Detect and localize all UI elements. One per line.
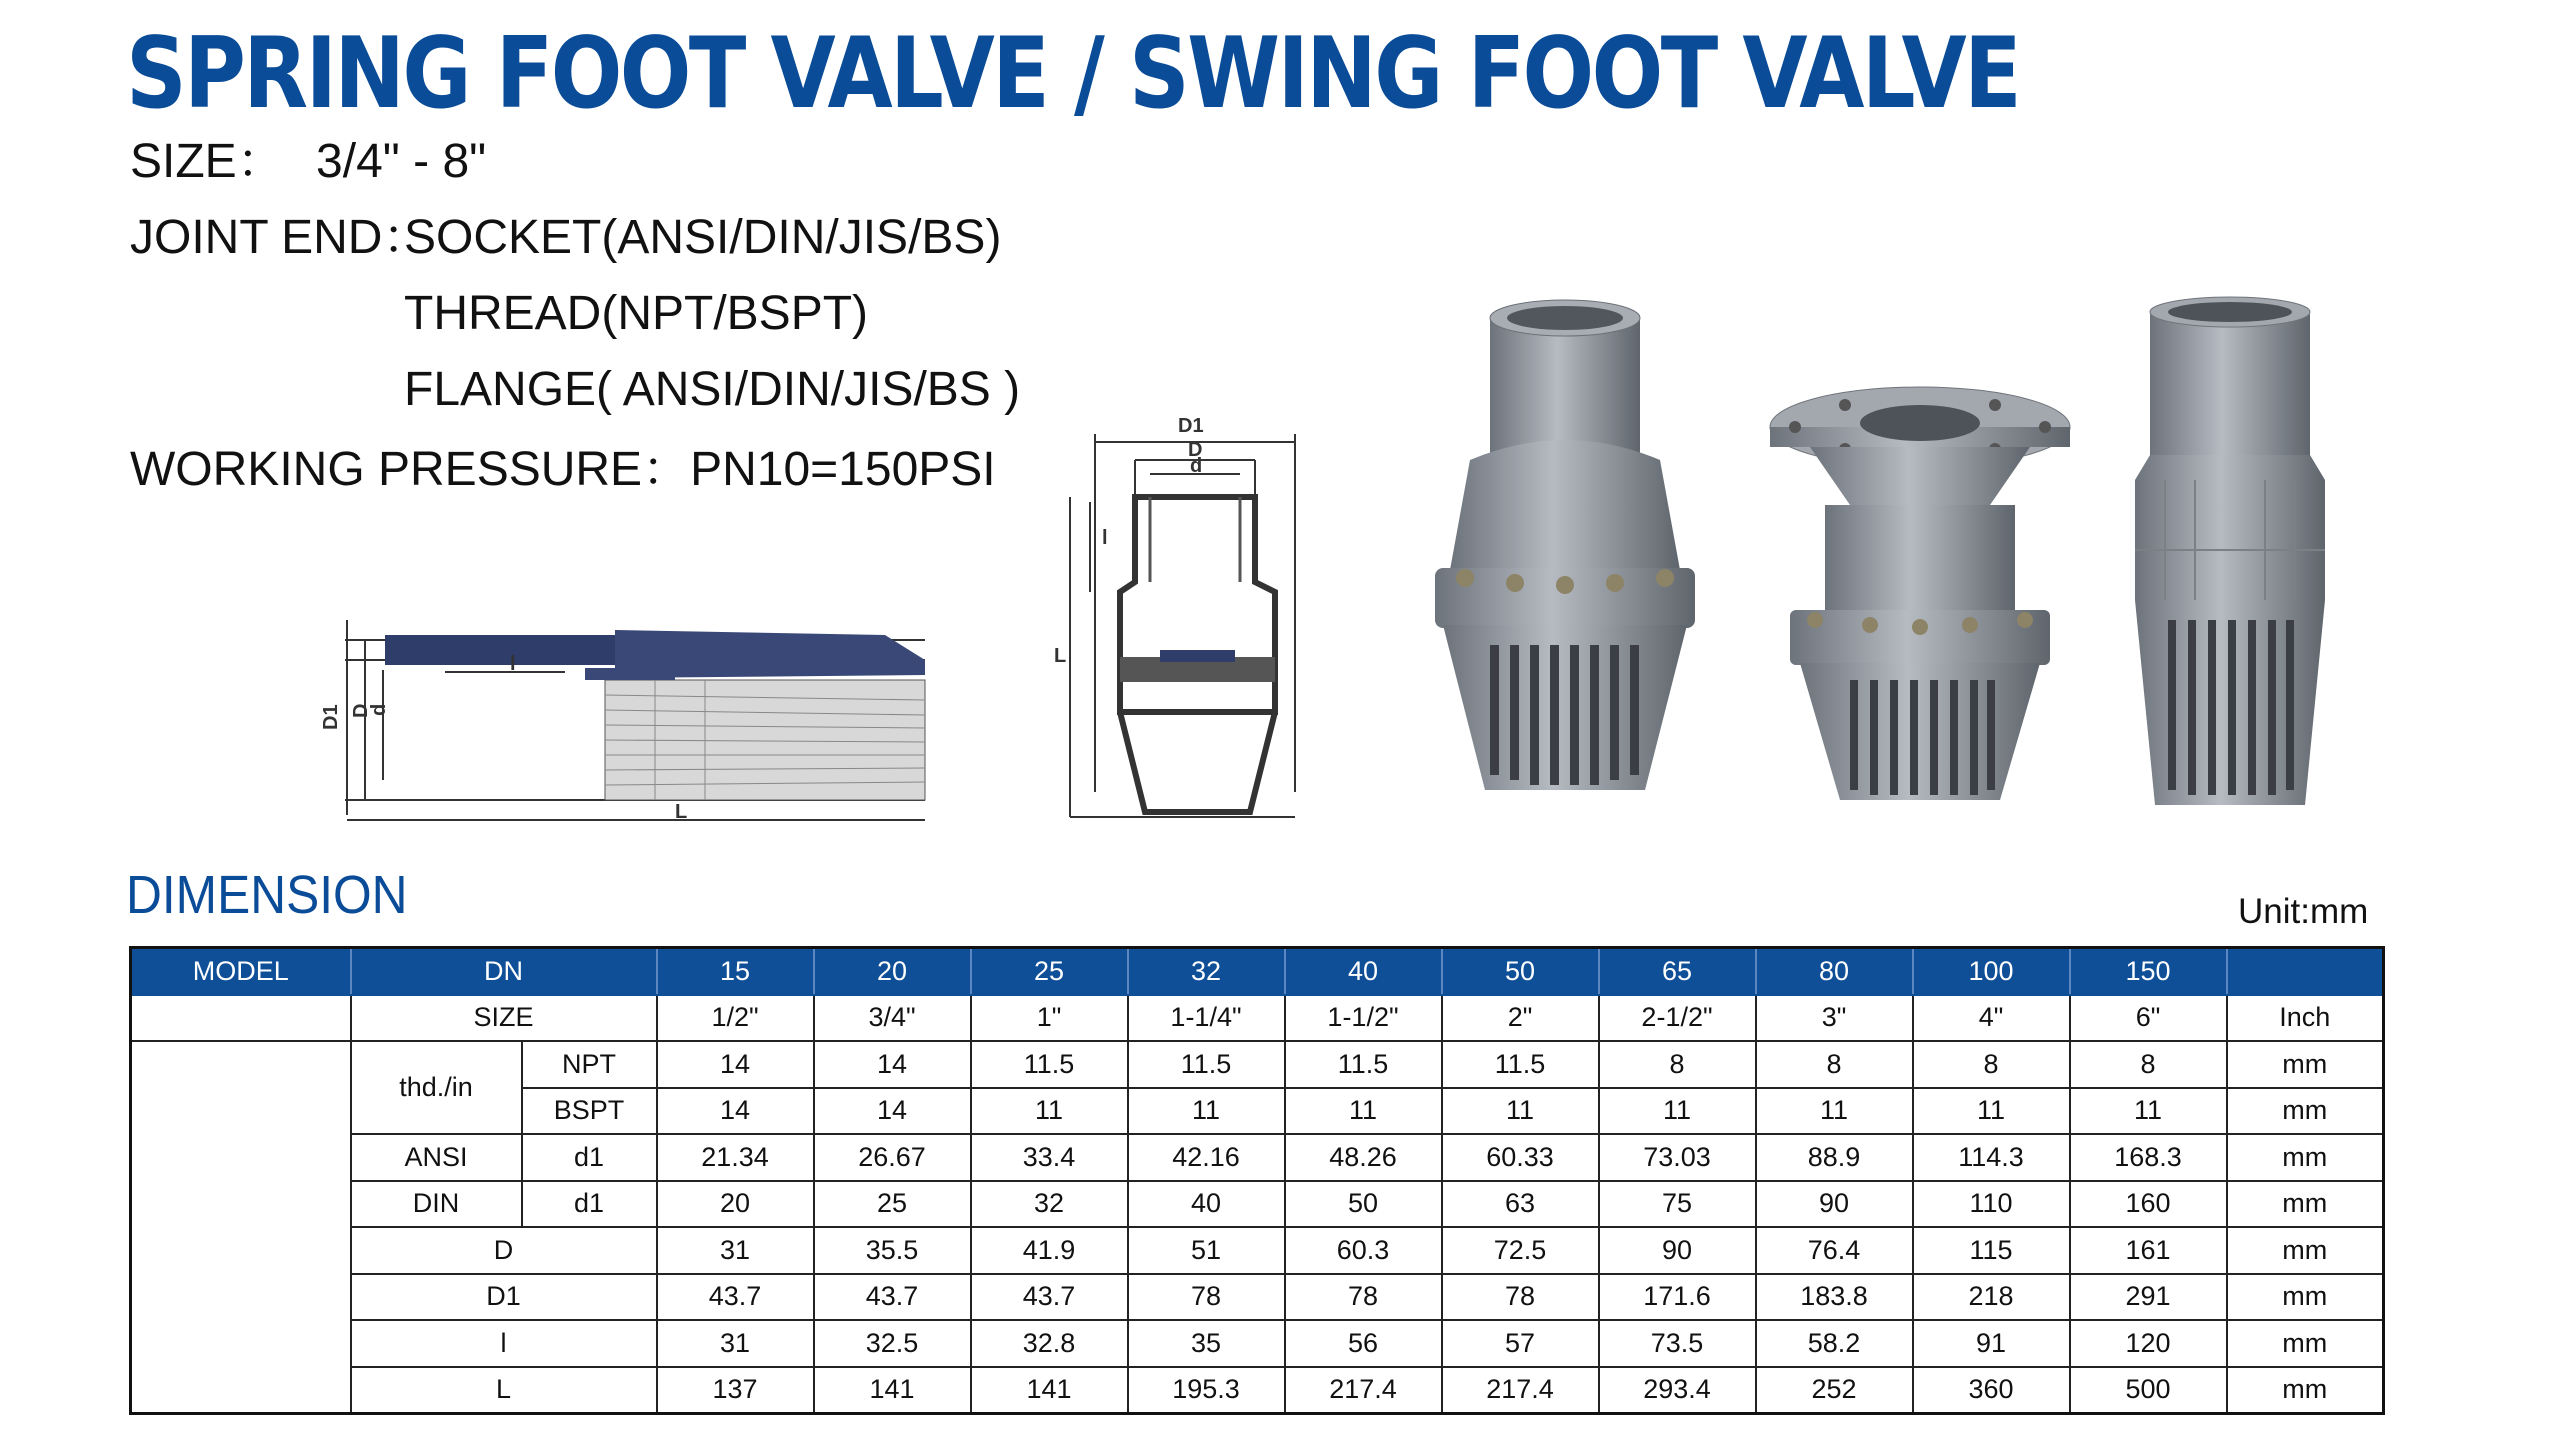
l-cell: 56 (1285, 1320, 1442, 1367)
din-cell: 32 (971, 1181, 1128, 1228)
npt-cell: 8 (1599, 1041, 1756, 1088)
l-cell: 31 (657, 1320, 814, 1367)
table-header-row (131, 948, 2384, 995)
size-cell: 3" (1756, 995, 1913, 1042)
l-cell: 120 (2070, 1320, 2227, 1367)
header-model: MODEL (131, 948, 351, 995)
page-title: SPRING FOOT VALVE / SWING FOOT VALVE (126, 17, 2020, 131)
unit-cell: mm (2227, 1041, 2384, 1088)
L-cell: 217.4 (1285, 1367, 1442, 1414)
dn-cell: 32 (1128, 948, 1285, 995)
npt-cell: 8 (2070, 1041, 2227, 1088)
front-section-drawing (1050, 412, 1310, 832)
mid-label-d1: D1 (1178, 415, 1204, 437)
working-pressure (130, 440, 996, 500)
mid-label-dd: d (1190, 455, 1203, 477)
l-cell: 32.8 (971, 1320, 1128, 1367)
l-cell: 57 (1442, 1320, 1599, 1367)
unit-cell: mm (2227, 1088, 2384, 1135)
row-sub-din-d1: d1 (522, 1181, 657, 1228)
D-cell: 35.5 (814, 1227, 971, 1274)
size-label: SIZE： (130, 135, 285, 188)
unit-cell: mm (2227, 1274, 2384, 1321)
row-sub-bspt: BSPT (522, 1088, 657, 1135)
table-row-size (131, 995, 2384, 1042)
size-spec (130, 132, 486, 192)
npt-cell: 11.5 (1285, 1041, 1442, 1088)
row-label-l: l (351, 1320, 657, 1367)
bspt-cell: 14 (657, 1088, 814, 1135)
l-cell: 32.5 (814, 1320, 971, 1367)
ansi-cell: 42.16 (1128, 1134, 1285, 1181)
dn-cell: 50 (1442, 948, 1599, 995)
l-cell: 91 (1913, 1320, 2070, 1367)
mid-label-d: D (1188, 439, 1203, 461)
bspt-cell: 14 (814, 1088, 971, 1135)
npt-cell: 8 (1913, 1041, 2070, 1088)
dimension-table (129, 946, 2385, 1415)
unit-cell: mm (2227, 1227, 2384, 1274)
L-cell: 360 (1913, 1367, 2070, 1414)
D1-cell: 78 (1285, 1274, 1442, 1321)
joint-socket: SOCKET(ANSI/DIN/JIS/BS) (404, 211, 1002, 264)
bspt-cell: 11 (1128, 1088, 1285, 1135)
size-cell: 1-1/2" (1285, 995, 1442, 1042)
size-cell: 1" (971, 995, 1128, 1042)
slim-foot-valve-image (2120, 300, 2340, 820)
din-cell: 110 (1913, 1181, 2070, 1228)
l-cell: 35 (1128, 1320, 1285, 1367)
joint-thread: THREAD(NPT/BSPT) (404, 287, 869, 340)
row-label-L: L (351, 1367, 657, 1414)
npt-cell: 14 (657, 1041, 814, 1088)
bspt-cell: 11 (971, 1088, 1128, 1135)
table-row-din (131, 1181, 2384, 1228)
left-label-d: D (350, 703, 372, 718)
left-label-l: l (510, 653, 516, 675)
D-cell: 31 (657, 1227, 814, 1274)
ansi-cell: 88.9 (1756, 1134, 1913, 1181)
dn-cell: 80 (1756, 948, 1913, 995)
D-cell: 90 (1599, 1227, 1756, 1274)
row-sub-npt: NPT (522, 1041, 657, 1088)
size-cell: 2" (1442, 995, 1599, 1042)
dimension-heading: DIMENSION (126, 865, 408, 925)
unit-cell: mm (2227, 1320, 2384, 1367)
table-row-l (131, 1320, 2384, 1367)
socket-foot-valve-image (1395, 300, 1735, 820)
unit-cell: Inch (2227, 995, 2384, 1042)
dn-cell: 40 (1285, 948, 1442, 995)
row-label-ansi: ANSI (351, 1134, 522, 1181)
bspt-cell: 11 (1599, 1088, 1756, 1135)
size-cell: 2-1/2" (1599, 995, 1756, 1042)
L-cell: 217.4 (1442, 1367, 1599, 1414)
size-cell: 1/2" (657, 995, 814, 1042)
left-label-dd: d (368, 703, 390, 716)
size-cell: 3/4" (814, 995, 971, 1042)
D1-cell: 43.7 (814, 1274, 971, 1321)
din-cell: 90 (1756, 1181, 1913, 1228)
table-row-D (131, 1227, 2384, 1274)
D-cell: 161 (2070, 1227, 2227, 1274)
unit-cell: mm (2227, 1181, 2384, 1228)
din-cell: 20 (657, 1181, 814, 1228)
D1-cell: 171.6 (1599, 1274, 1756, 1321)
row-label-din: DIN (351, 1181, 522, 1228)
D1-cell: 183.8 (1756, 1274, 1913, 1321)
ansi-cell: 26.67 (814, 1134, 971, 1181)
dn-cell: 150 (2070, 948, 2227, 995)
unit-label: Unit:mm (2238, 892, 2369, 931)
unit-cell: mm (2227, 1134, 2384, 1181)
bspt-cell: 11 (1442, 1088, 1599, 1135)
din-cell: 63 (1442, 1181, 1599, 1228)
table-row-L (131, 1367, 2384, 1414)
din-cell: 50 (1285, 1181, 1442, 1228)
L-cell: 252 (1756, 1367, 1913, 1414)
row-label-D: D (351, 1227, 657, 1274)
bspt-cell: 11 (2070, 1088, 2227, 1135)
L-cell: 500 (2070, 1367, 2227, 1414)
size-cell: 4" (1913, 995, 2070, 1042)
D-cell: 60.3 (1285, 1227, 1442, 1274)
L-cell: 293.4 (1599, 1367, 1756, 1414)
dn-cell: 20 (814, 948, 971, 995)
mid-label-l: l (1102, 527, 1108, 549)
npt-cell: 11.5 (1442, 1041, 1599, 1088)
L-cell: 137 (657, 1367, 814, 1414)
header-unit-empty (2227, 948, 2384, 995)
D-cell: 76.4 (1756, 1227, 1913, 1274)
joint-end-label: JOINT END： (130, 211, 431, 264)
D-cell: 115 (1913, 1227, 2070, 1274)
D1-cell: 43.7 (657, 1274, 814, 1321)
D-cell: 51 (1128, 1227, 1285, 1274)
table-row-D1 (131, 1274, 2384, 1321)
mid-label-L: L (1054, 645, 1067, 667)
row-label-size: SIZE (351, 995, 657, 1042)
D1-cell: 291 (2070, 1274, 2227, 1321)
L-cell: 141 (971, 1367, 1128, 1414)
ansi-cell: 48.26 (1285, 1134, 1442, 1181)
header-dn: DN (351, 948, 657, 995)
l-cell: 58.2 (1756, 1320, 1913, 1367)
L-cell: 141 (814, 1367, 971, 1414)
size-cell: 1-1/4" (1128, 995, 1285, 1042)
row-label-D1: D1 (351, 1274, 657, 1321)
table-row-npt (131, 1041, 2384, 1088)
pressure-label: WORKING PRESSURE： (130, 443, 691, 496)
table-row-ansi (131, 1134, 2384, 1181)
ansi-cell: 168.3 (2070, 1134, 2227, 1181)
npt-cell: 11.5 (971, 1041, 1128, 1088)
pressure-value: PN10=150PSI (690, 443, 996, 496)
npt-cell: 8 (1756, 1041, 1913, 1088)
din-cell: 75 (1599, 1181, 1756, 1228)
dn-cell: 15 (657, 948, 814, 995)
size-value: 3/4" - 8" (316, 135, 487, 188)
ansi-cell: 33.4 (971, 1134, 1128, 1181)
size-cell: 6" (2070, 995, 2227, 1042)
bspt-cell: 11 (1285, 1088, 1442, 1135)
din-cell: 40 (1128, 1181, 1285, 1228)
D-cell: 41.9 (971, 1227, 1128, 1274)
din-cell: 25 (814, 1181, 971, 1228)
model-merged-empty (131, 1041, 351, 1414)
bspt-cell: 11 (1913, 1088, 2070, 1135)
dn-cell: 65 (1599, 948, 1756, 995)
bspt-cell: 11 (1756, 1088, 1913, 1135)
D1-cell: 78 (1442, 1274, 1599, 1321)
D1-cell: 218 (1913, 1274, 2070, 1321)
left-label-L: L (675, 801, 688, 823)
npt-cell: 11.5 (1128, 1041, 1285, 1088)
D1-cell: 43.7 (971, 1274, 1128, 1321)
joint-flange: FLANGE( ANSI/DIN/JIS/BS ) (404, 363, 1021, 416)
dn-cell: 25 (971, 948, 1128, 995)
D1-cell: 78 (1128, 1274, 1285, 1321)
left-label-d1: D1 (320, 704, 342, 730)
L-cell: 195.3 (1128, 1367, 1285, 1414)
side-section-drawing (320, 600, 945, 840)
D-cell: 72.5 (1442, 1227, 1599, 1274)
row-label-thd: thd./in (351, 1041, 522, 1134)
unit-cell: mm (2227, 1367, 2384, 1414)
npt-cell: 14 (814, 1041, 971, 1088)
ansi-cell: 114.3 (1913, 1134, 2070, 1181)
ansi-cell: 21.34 (657, 1134, 814, 1181)
flange-foot-valve-image (1765, 385, 2075, 815)
din-cell: 160 (2070, 1181, 2227, 1228)
row-sub-ansi-d1: d1 (522, 1134, 657, 1181)
ansi-cell: 60.33 (1442, 1134, 1599, 1181)
dn-cell: 100 (1913, 948, 2070, 995)
l-cell: 73.5 (1599, 1320, 1756, 1367)
ansi-cell: 73.03 (1599, 1134, 1756, 1181)
model-empty (131, 995, 351, 1042)
